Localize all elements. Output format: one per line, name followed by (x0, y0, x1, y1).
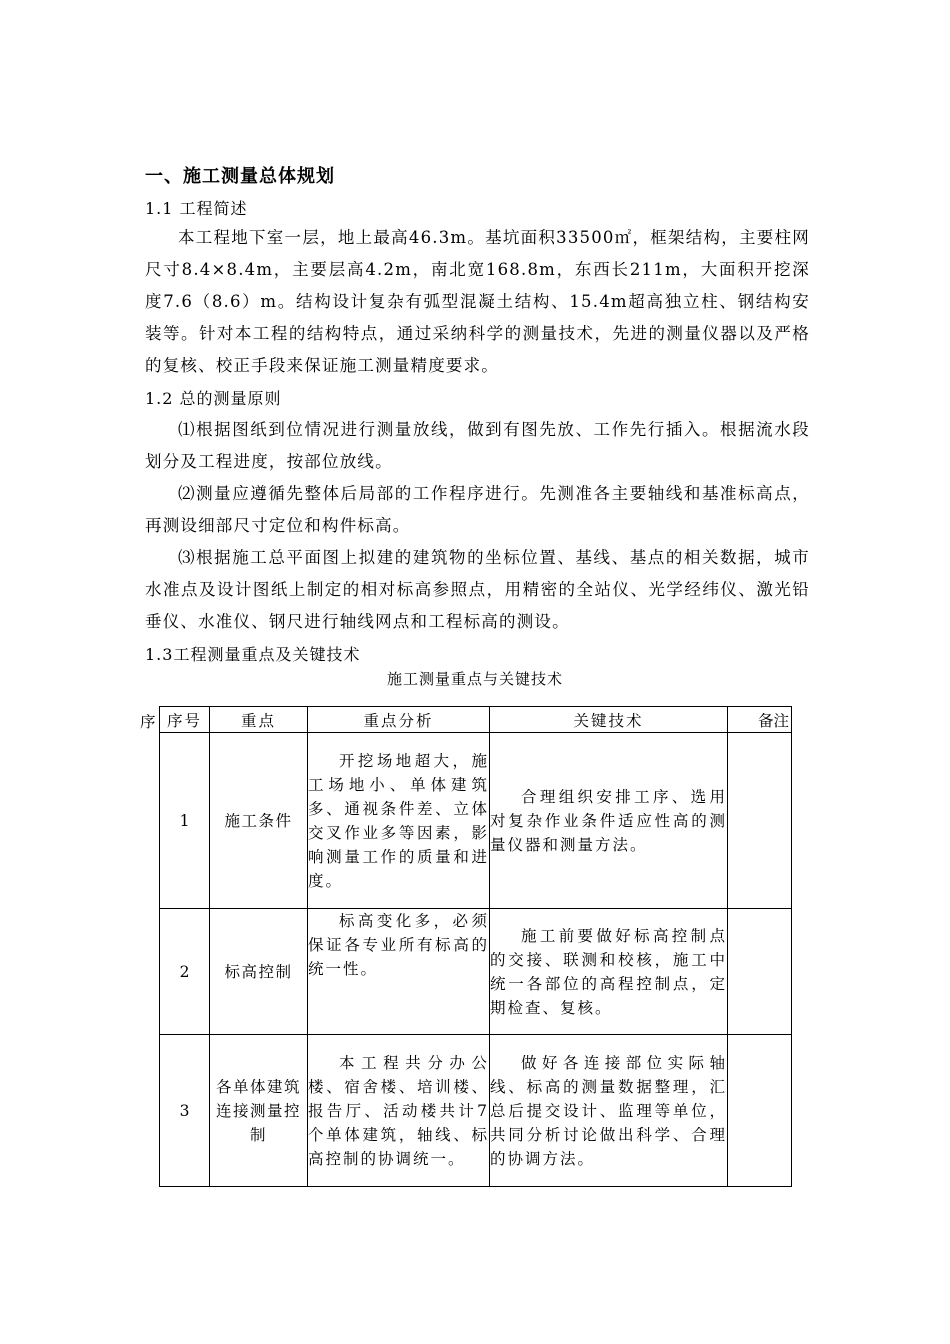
row-key-point: 各单体建筑连接测量控制 (210, 1035, 308, 1187)
row-key-technology: 做好各连接部位实际轴线、标高的测量数据整理，汇总后提交设计、监理等单位，共同分析讨论做出科学、合理的协调方法。 (490, 1035, 728, 1187)
row-analysis: 本工程共分办公楼、宿舍楼、培训楼、报告厅、活动楼共计7个单体建筑，轴线、标高控制的协调统一。 (308, 1035, 490, 1187)
table-row (160, 1035, 792, 1187)
row-key-technology: 施工前要做好标高控制点的交接、联测和校核，施工中统一各部位的高程控制点，定期检查、复核。 (490, 909, 728, 1035)
row-number: 3 (160, 1035, 210, 1187)
stray-header-char: 序 (140, 713, 156, 731)
paragraph-principle-1: ⑴根据图纸到位情况进行测量放线，做到有图先放、工作先行插入。根据流水段划分及工程进度，按部位放线。 (145, 420, 810, 471)
row-key-point: 标高控制 (210, 909, 308, 1035)
header-remarks: 备注 (728, 707, 792, 733)
table-caption: 施工测量重点与关键技术 (386, 670, 563, 688)
heading-key-technology: 1.3工程测量重点及关键技术 (145, 645, 361, 664)
row-number: 1 (160, 733, 210, 909)
row-analysis: 开挖场地超大，施工场地小、单体建筑多、通视条件差、立体交叉作业多等因素，影响测量工作的质量和进度。 (308, 733, 490, 909)
table-row (160, 909, 792, 1035)
row-key-point: 施工条件 (210, 733, 308, 909)
header-analysis: 重点分析 (308, 707, 490, 733)
row-remarks (728, 909, 792, 1035)
header-key-technology: 关键技术 (490, 707, 728, 733)
row-analysis: 标高变化多，必须保证各专业所有标高的统一性。 (308, 909, 490, 1035)
table-header-row (160, 707, 792, 733)
row-key-technology: 合理组织安排工序、选用对复杂作业条件适应性高的测量仪器和测量方法。 (490, 733, 728, 909)
header-key-point: 重点 (210, 707, 308, 733)
table-row (160, 733, 792, 909)
heading-project-overview: 1.1 工程简述 (145, 199, 248, 218)
paragraph-principle-2: ⑵测量应遵循先整体后局部的工作程序进行。先测准各主要轴线和基准标高点，再测设细部尺寸定位和构件标高。 (145, 484, 810, 535)
row-remarks (728, 733, 792, 909)
section-title: 一、施工测量总体规划 (145, 166, 335, 187)
header-serial: 序号 (160, 707, 210, 733)
key-technology-table (159, 706, 792, 1187)
paragraph-principle-3: ⑶根据施工总平面图上拟建的建筑物的坐标位置、基线、基点的相关数据，城市水准点及设计图纸上制定的相对标高参照点，用精密的全站仪、光学经纬仪、激光铅垂仪、水准仪、钢尺进行轴线网点和工程标高的测设。 (145, 548, 810, 631)
row-number: 2 (160, 909, 210, 1035)
heading-measurement-principles: 1.2 总的测量原则 (145, 389, 282, 408)
paragraph-project-overview: 本工程地下室一层，地上最高46.3m。基坑面积33500㎡，框架结构，主要柱网尺寸8.4×8.4m，主要层高4.2m，南北宽168.8m，东西长211m，大面积开挖深度7.6（8.6）m。结构设计复杂有弧型混凝土结构、15.4m超高独立柱、钢结构安装等。针对本工程的结构特点，通过采纳科学的测量技术，先进的测量仪器以及严格的复核、校正手段来保证施工测量精度要求。 (145, 228, 810, 375)
row-remarks (728, 1035, 792, 1187)
